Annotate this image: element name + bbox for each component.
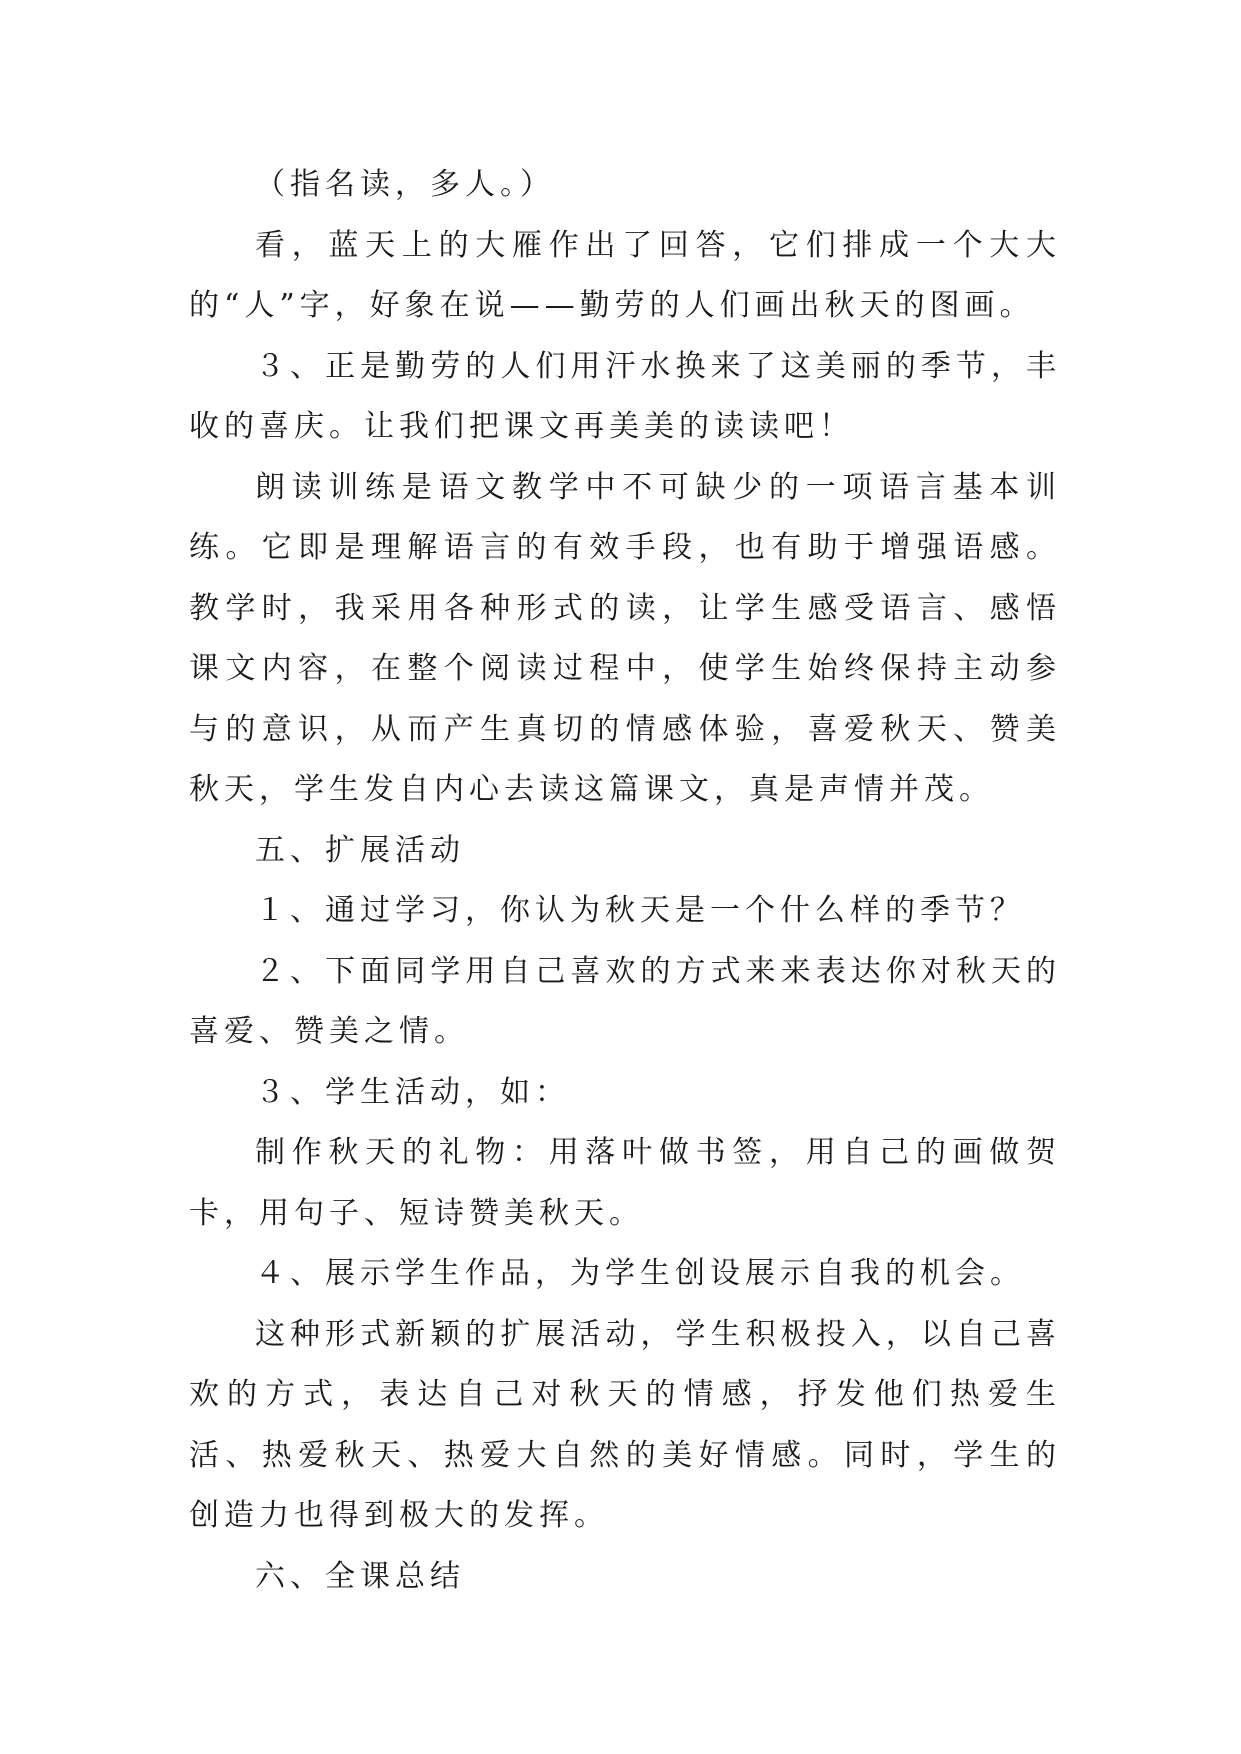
section-heading-lesson-summary: 六、全课总结 [255,1558,465,1594]
section-heading-extension-activity: 五、扩展活动 [255,832,465,868]
paragraph-activity-3: ３、学生活动，如： [255,1074,570,1110]
document-body [189,155,1061,1607]
paragraph-activity-4: ４、展示学生作品，为学生创设展示自我的机会。 [255,1256,1025,1291]
paragraph-reading-training: 朗读训练是语文教学中不可缺少的一项语言基本训练。它即是理解语言的有效手段，也有助于增强语感。教学时，我采用各种形式的读，让学生感受语言、感悟课文内容，在整个阅读过程中，使学生始终保持主动参与的意识，从而产生真切的情感体验，喜爱秋天、赞美秋天，学生发自内心去读这篇课文，真是声情并茂。 [189,469,1061,807]
paragraph-step-3: ３、正是勤劳的人们用汗水换来了这美丽的季节，丰收的喜庆。让我们把课文再美美的读读吧！ [189,348,1061,444]
paragraph-autumn-gifts: 制作秋天的礼物：用落叶做书签，用自己的画做贺卡，用句子、短诗赞美秋天。 [189,1135,1061,1231]
paragraph-activity-2: ２、下面同学用自己喜欢的方式来来表达你对秋天的喜爱、赞美之情。 [189,953,1061,1049]
paragraph-activity-1: １、通过学习，你认为秋天是一个什么样的季节？ [255,893,1025,928]
paragraph-reading-note: （指名读，多人。） [255,167,555,202]
paragraph-activity-reflection: 这种形式新颖的扩展活动，学生积极投入，以自己喜欢的方式，表达自己对秋天的情感，抒发他们热爱生活、热爱秋天、热爱大自然的美好情感。同时，学生的创造力也得到极大的发挥。 [189,1316,1061,1533]
paragraph-wild-geese: 看，蓝天上的大雁作出了回答，它们排成一个大大的“人”字，好象在说——勤劳的人们画出秋天的图画。 [189,227,1061,323]
